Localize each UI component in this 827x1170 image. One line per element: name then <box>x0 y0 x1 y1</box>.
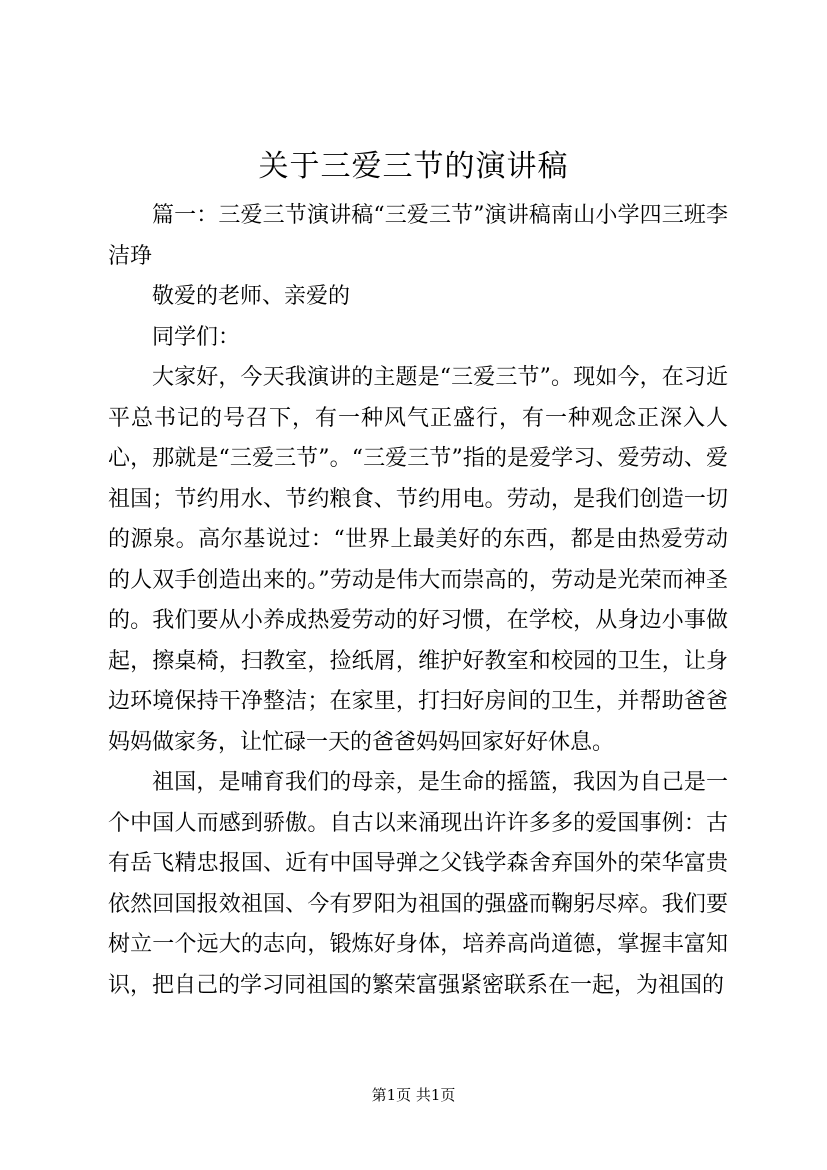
paragraph-heading: 篇一：三爱三节演讲稿“三爱三节”演讲稿南山小学四三班李洁琤 <box>108 203 728 269</box>
paragraph-salutation-cont: 同学们： <box>152 324 241 350</box>
paragraph-salutation: 敬爱的老师、亲爱的 <box>152 284 351 309</box>
page-number-footer: 第1页 共1页 <box>371 1086 456 1104</box>
paragraph-body-2: 祖国，是哺育我们的母亲，是生命的摇篮，我因为自己是一个中国人而感到骄傲。自古以来涌现出许许多多的爱国事例：古有岳飞精忠报国、近有中国导弹之父钱学森舍弃国外的荣华富贵依然回国报效祖国、今有罗阳为祖国的强盛而鞠躬尽瘁。我们要树立一个远大的志向，锻炼好身体，培养高尚道德，掌握丰富知识，把自己的学习同祖国的繁荣富强紧密联系在一起，为祖国的 <box>108 770 728 998</box>
paragraph-body-1: 大家好，今天我演讲的主题是“三爱三节”。现如今，在习近平总书记的号召下，有一种风气正盛行，有一种观念正深入人心，那就是“三爱三节”。“三爱三节”指的是爱学习、爱劳动、爱祖国；节约用水、节约粮食、节约用电。劳动，是我们创造一切的源泉。高尔基说过：“世界上最美好的东西，都是由热爱劳动的人双手创造出来的。”劳动是伟大而崇高的，劳动是光荣而神圣的。我们要从小养成热爱劳动的好习惯，在学校，从身边小事做起，擦桌椅，扫教室，捡纸屑，维护好教室和校园的卫生，让身边环境保持干净整洁；在家里，打扫好房间的卫生，并帮助爸爸妈妈做家务，让忙碌一天的爸爸妈妈回家好好休息。 <box>108 365 728 755</box>
document-body <box>108 196 728 1006</box>
document-title: 关于三爱三节的演讲稿 <box>258 149 569 184</box>
